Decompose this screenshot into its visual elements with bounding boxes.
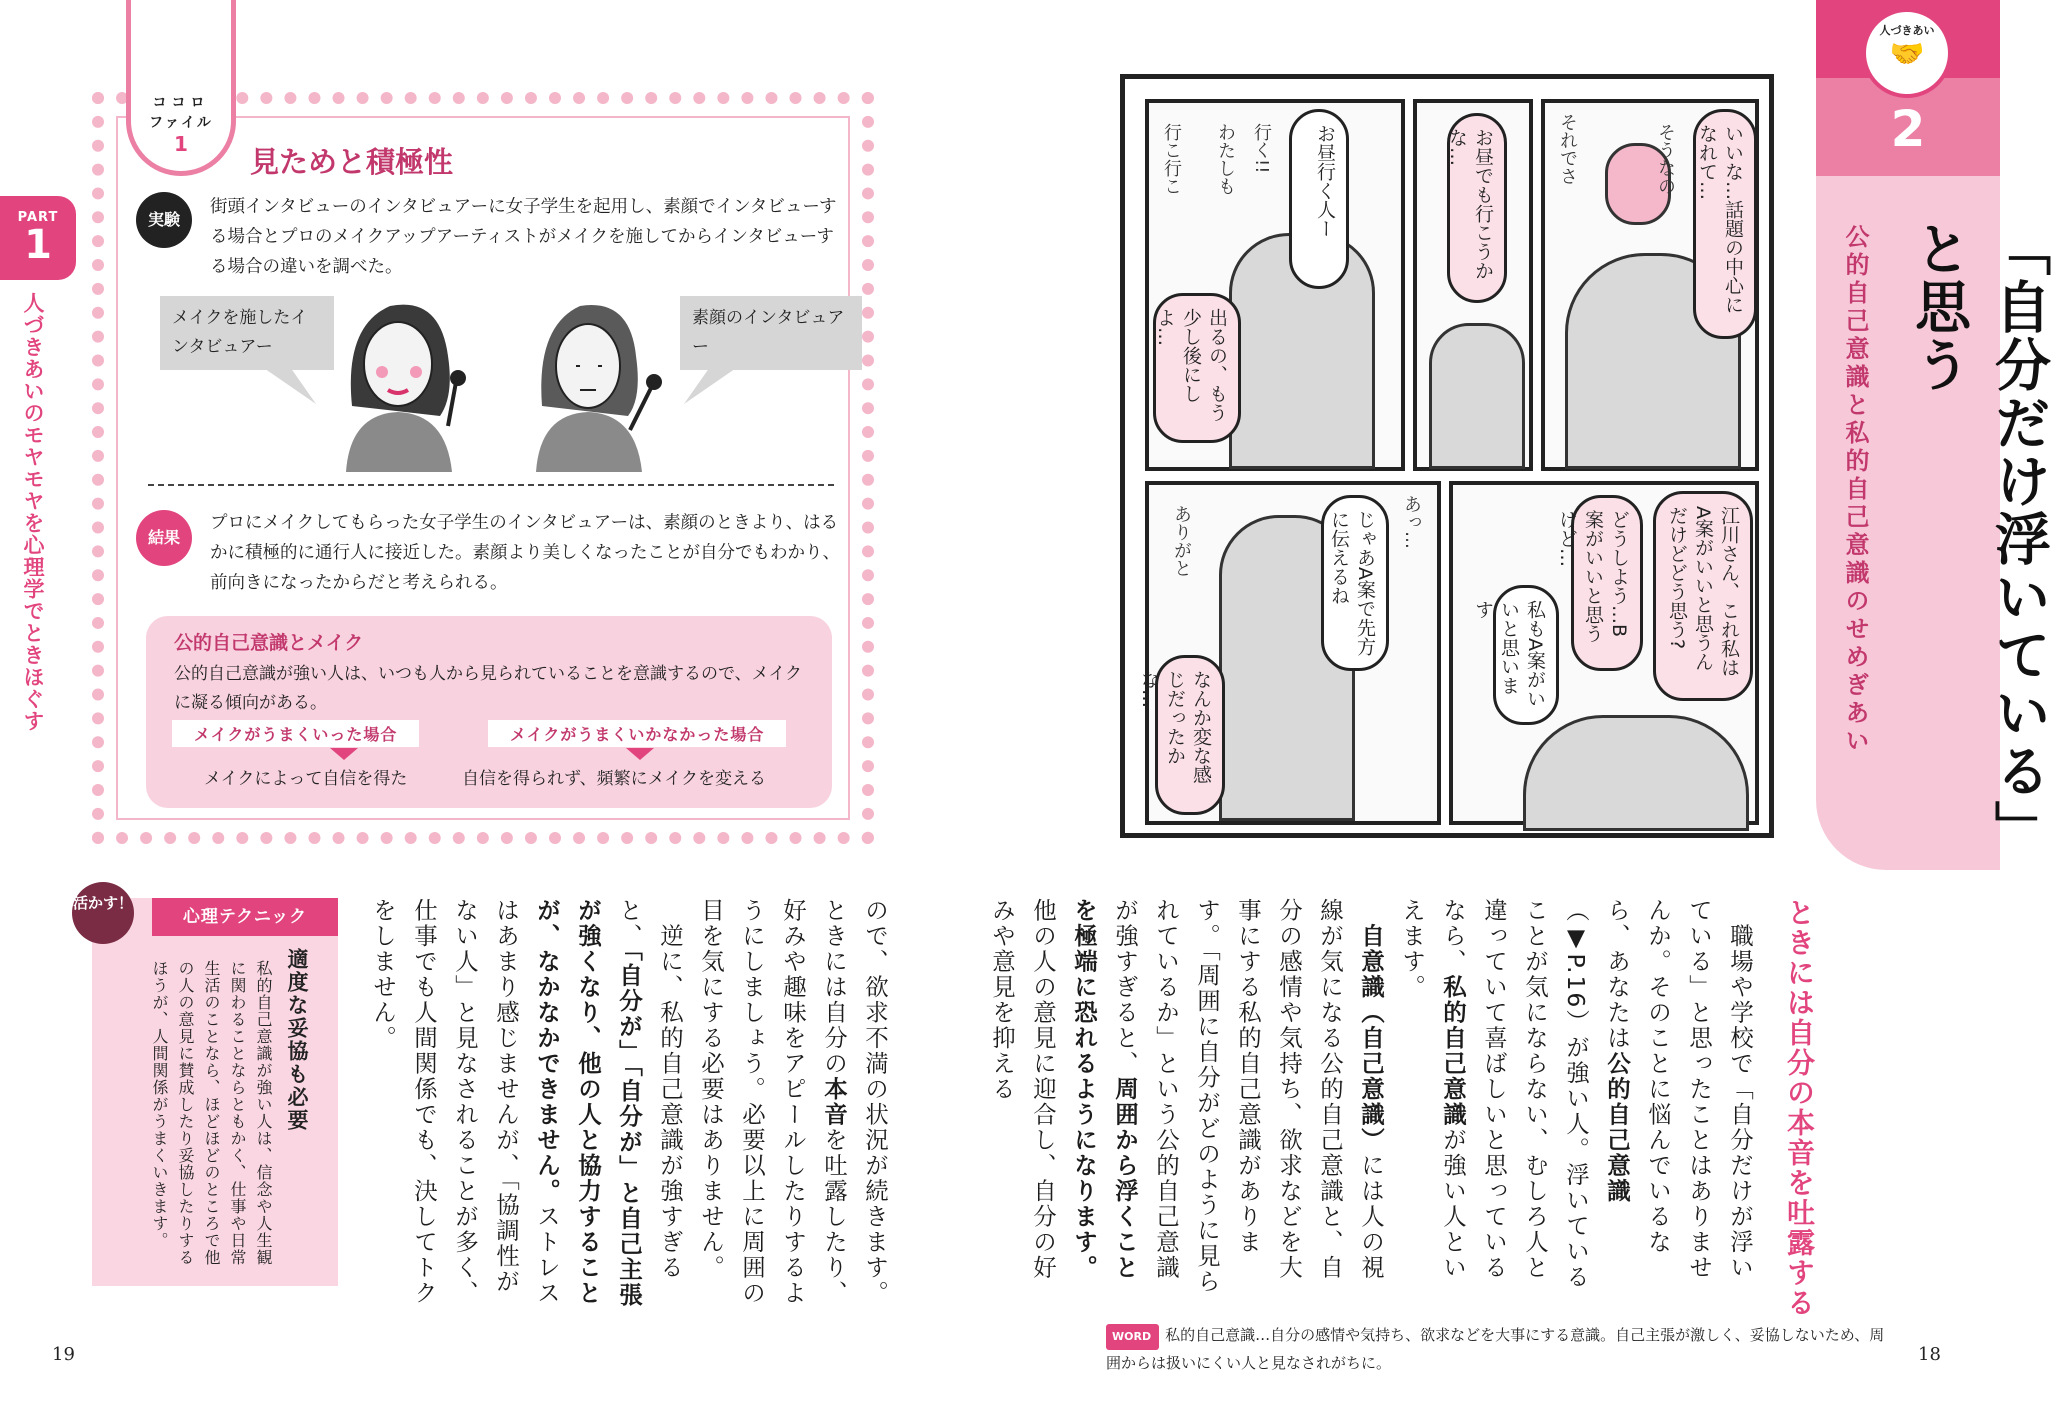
arrow-down-icon [626, 748, 654, 760]
speech-makeup-interviewer: メイクを施したインタビュアー [160, 296, 334, 370]
manga-panel-4 [1138, 481, 1441, 825]
left-page [0, 0, 1000, 1413]
result-text: プロにメイクしてもらった女子学生のインタビュアーは、素顔のときより、はるかに積極的に通行人に接近した。素顔より美しくなったことが自分でもわかり、前向きになったからだと考えられる。 [210, 513, 840, 593]
file-tag-number: 1 [174, 132, 188, 156]
panel5-thought-bubble-2: どうしよう…B案がいいと思うけど… [1571, 495, 1643, 671]
body-p2: 逆に、私的自己意識が強すぎると、 [615, 898, 684, 1281]
part-number: 1 [24, 222, 52, 268]
manga-panel-3 [1541, 99, 1759, 471]
section-heading: ときには自分の本音を吐露する [1783, 898, 1816, 1318]
body-a-bold2: 私的自己意識 [1439, 974, 1467, 1128]
panel3-handwriting-2: それでさ [1557, 113, 1578, 185]
case-failure-result: 自信を得られず、頻繁にメイクを変える [462, 769, 766, 789]
chapter-number: 2 [1890, 100, 1926, 158]
panel4-speech-bubble-1: じゃあA案で先方に伝えるね [1321, 495, 1389, 671]
handshake-icon: 🤝 [1889, 37, 1925, 70]
body-a: 職場や学校で「自分だけが浮いている」と思ったことはありませんか。そのことに悩んでいるなら、あなたは [1603, 898, 1754, 1281]
speech-nomakeup-interviewer: 素顔のインタビュアー [680, 296, 862, 370]
page-number-left: 19 [52, 1344, 75, 1365]
body-b2: 他の人の意見に迎合し、自分の好みや意見を抑える [988, 898, 1057, 1281]
manga-panel-1 [1145, 99, 1405, 471]
panel4-handwriting-1: あっ… [1401, 495, 1422, 549]
plain-woman-figure [536, 305, 662, 472]
file-tag-line1: ココロ [152, 95, 210, 111]
katsu-badge: 活かす！ [72, 882, 134, 944]
part-label: PART [17, 210, 59, 225]
page-number-right: 18 [1918, 1344, 1941, 1365]
panel5-speech-bubble-1: 江川さん、これ私はA案がいいと思うんだけどどう思う? [1653, 491, 1753, 701]
body-p2-bold: 「自分が」「自分が」と自己主張が強くなり、他の人と協力することが、なかなかできません。 [533, 898, 643, 1308]
right-page [988, 0, 2051, 1413]
body-p2b: ストレスはあまり感じませんが、「協調性がない人」と見なされることが多く、仕事でも人間関係でも、決してトクをしません。 [369, 898, 561, 1306]
word-footnote [1106, 1322, 1896, 1376]
panel2-thought-bubble: お昼でも行こうかな… [1447, 113, 1507, 303]
chapter-sub-title: 公的自己意識と私的自己意識のせめぎあい [1841, 224, 1869, 756]
panel1-handwriting-2: わたしも [1215, 123, 1236, 195]
body-p1: ので、欲求不満の状況が続きます。ときには自分の [820, 898, 889, 1306]
box-title: 見ためと積極性 [250, 145, 454, 179]
body-a-bold: 公的自己意識 [1603, 1051, 1631, 1204]
result-badge: 結果 [136, 510, 192, 566]
side-title: 人づきあいのモヤモヤを心理学でときほぐす [21, 292, 45, 732]
case-failure-label: メイクがうまくいかなかった場合 [488, 720, 786, 747]
chapter-main-title: 「自分だけ浮いている」と思う [1906, 220, 2051, 858]
technique-body: 私的自己意識が強い人は、信念や人生観に関わることならともかく、仕事や日常生活のことなら、ほどほどのところで他の人の意見に賛成したり妥協したりするほうが、人間関係がうまくいきます。 [150, 960, 273, 1266]
manga-comic [1120, 74, 1774, 838]
body-b: には人の視線が気になる公的自己意識と、自分の感情や気持ち、欲求などを大事にする私的自己意識があります。「周囲に自分がどのように見られているか」という公的自己意識が強すぎると、 [1111, 898, 1385, 1295]
panel1-thought-bubble-bottom: 出るの、もう少し後にしよ… [1153, 293, 1241, 443]
psych-technique-box [72, 894, 338, 1286]
panel4-thought-bubble-2: なんか変な感じだったかな… [1155, 655, 1225, 815]
body-p1-bold: 本音 [820, 1076, 848, 1128]
right-body-text [988, 898, 1760, 1298]
technique-header: 心理テクニック [152, 898, 338, 936]
arrow-down-icon [330, 748, 358, 760]
people-icon [1862, 8, 1952, 98]
panel5-speech-bubble-3: 私もA案がいいと思います [1493, 585, 1559, 725]
panel3-thought-bubble: いいな…話題の中心になれて… [1693, 109, 1757, 339]
pink-box-title: 公的自己意識とメイク [174, 632, 364, 654]
manga-panel-2 [1413, 99, 1533, 471]
meeting-figures [1523, 715, 1749, 831]
panel1-speech-bubble-top: お昼行く人ー [1289, 109, 1349, 289]
experiment-text: 街頭インタビューのインタビュアーに女子学生を起用し、素顔でインタビューする場合とプロのメイクアップアーティストがメイクを施してからインタビューする場合の違いを調べた。 [210, 197, 837, 277]
body-a2: が強い人。浮いていることが気にならない、むしろ人と違っていて喜ばしいと思っているなら、 [1439, 898, 1590, 1290]
icon-label: 人づきあい [1879, 24, 1935, 37]
case-success-label: メイクがうまくいった場合 [172, 720, 419, 747]
footnote-text: 私的自己意識…自分の感情や気持ち、欲求などを大事にする意識。自己主張が激しく、妥協しないため、周囲からは扱いにくい人と見なされがちに。 [1106, 1326, 1885, 1372]
dashed-divider [148, 484, 834, 486]
part-tab [0, 196, 76, 280]
body-a3: が強い人といえます。 [1398, 898, 1467, 1281]
body-p1b: を吐露したり、好みや趣味をアピールしたりするようにしましょう。必要以上に周囲の目を気にする必要はありません。 [697, 898, 848, 1306]
left-body-text [355, 898, 895, 1318]
body-a-ref: （▼P.16） [1562, 898, 1590, 1035]
panel4-handwriting-2: ありがと [1171, 505, 1192, 577]
manga-panel-5 [1449, 481, 1759, 825]
file-tag [126, 0, 236, 176]
body-b-bold2: 周囲から浮くことを極端に恐れるようになります。 [1070, 898, 1139, 1281]
panel3-handwriting-1: そうなの [1655, 123, 1676, 195]
office-worker-figure [1429, 323, 1525, 469]
case-success-result: メイクによって自信を得た [204, 769, 408, 789]
chapter-tab [1816, 0, 2051, 870]
interviewer-illustration [330, 286, 670, 472]
panel1-handwriting-1: 行く!! [1251, 123, 1272, 174]
pink-box-text: 公的自己意識が強い人は、いつも人から見られていることを意識するので、メイクに凝る傾向がある。 [174, 664, 802, 713]
technique-title: 適度な妥協も必要 [285, 948, 309, 1132]
file-tag-line2: ファイル [149, 115, 213, 131]
experiment-badge: 実験 [136, 192, 192, 248]
makeup-woman-figure [346, 305, 466, 472]
word-tag: WORD [1106, 1324, 1159, 1350]
public-self-awareness-box [146, 616, 832, 808]
body-b-bold: 自意識（自己意識） [1357, 923, 1385, 1153]
panel1-handwriting-3: 行こ行こ [1161, 123, 1182, 195]
